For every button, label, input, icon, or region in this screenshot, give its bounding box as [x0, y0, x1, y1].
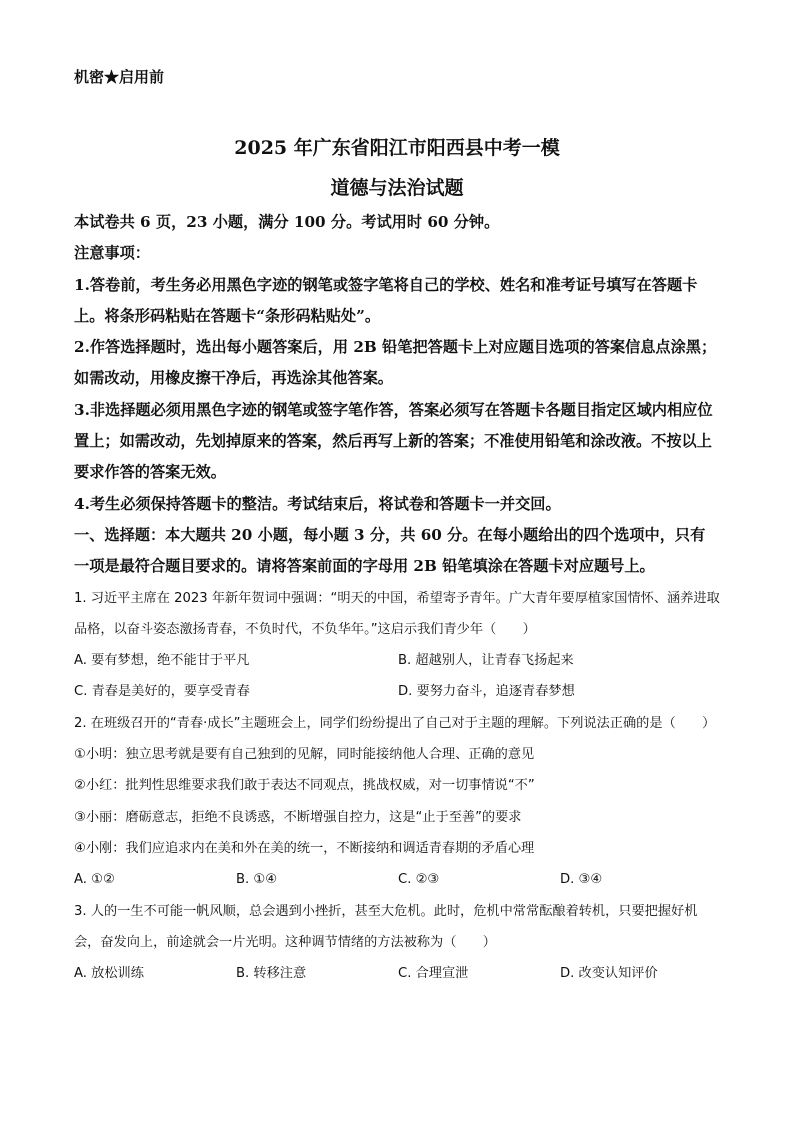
option-b: B. 转移注意 — [236, 966, 307, 982]
option-a: A. 放松训练 — [74, 966, 144, 982]
question-statement: ①小明：独立思考就是要有自己独到的见解，同时能接纳他人合理、正确的意见 — [74, 747, 535, 763]
question-options — [74, 958, 720, 989]
question-options — [74, 645, 720, 708]
option-c: C. 合理宣泄 — [398, 966, 469, 982]
option-d: D. ③④ — [560, 872, 603, 888]
notice-item: 3.非选择题必须用黑色字迹的钢笔或签字笔作答，答案必须写在答题卡各题目指定区域内相应位置上；如需改动，先划掉原来的答案，然后再写上新的答案；不准使用铅笔和涂改液。不按以上要求作答的答案无效。 — [74, 400, 713, 482]
notice-heading: 注意事项： — [74, 244, 150, 263]
exam-subtitle: 道德与法治试题 — [330, 177, 464, 199]
exam-title: 2025 年广东省阳江市阳西县中考一模 — [234, 137, 560, 159]
option-b: B. ①④ — [236, 872, 278, 888]
option-d: D. 要努力奋斗，追逐青春梦想 — [398, 684, 575, 700]
option-b: B. 超越别人，让青春飞扬起来 — [398, 653, 574, 669]
question-options — [74, 864, 720, 895]
option-c: C. 青春是美好的，要享受青春 — [74, 684, 250, 700]
notice-item: 1.答卷前，考生务必用黑色字迹的钢笔或签字笔将自己的学校、姓名和准考证号填写在答题卡上。将条形码粘贴在答题卡“条形码粘贴处”。 — [74, 275, 698, 325]
notice-item: 2.作答选择题时，选出每小题答案后，用 2B 铅笔把答题卡上对应题目选项的答案信息点涂黑；如需改动，用橡皮擦干净后，再选涂其他答案。 — [74, 338, 717, 388]
question-statement: ③小丽：磨砺意志，拒绝不良诱惑，不断增强自控力，这是“止于至善”的要求 — [74, 809, 522, 825]
option-a: A. ①② — [74, 872, 115, 888]
question-2 — [74, 708, 720, 896]
question-stem: 3. 人的一生不可能一帆风顺，总会遇到小挫折，甚至大危机。此时，危机中常常酝酿着转机，只要把握好机会，奋发向上，前途就会一片光明。这种调节情绪的方法被称为（ ） — [74, 903, 698, 950]
question-1 — [74, 583, 720, 708]
option-c: C. ②③ — [398, 872, 440, 888]
exam-content — [74, 207, 720, 989]
exam-intro: 本试卷共 6 页，23 小题，满分 100 分。考试用时 60 分钟。 — [74, 213, 500, 231]
question-statement: ④小刚：我们应追求内在美和外在美的统一，不断接纳和调适青春期的矛盾心理 — [74, 840, 535, 856]
question-statement: ②小红：批判性思维要求我们敢于表达不同观点，挑战权威，对一切事情说“不” — [74, 778, 535, 794]
question-stem: 1. 习近平主席在 2023 年新年贺词中强调：“明天的中国，希望寄予青年。广大青年要厚植家国情怀、涵养进取品格，以奋斗姿态激扬青春，不负时代，不负华年。”这启示我们青少年（ ） — [74, 590, 720, 637]
question-stem: 2. 在班级召开的“青春·成长”主题班会上，同学们纷纷提出了自己对于主题的理解。下列说法正确的是（ ） — [74, 715, 716, 731]
confidential-label: 机密★启用前 — [74, 68, 165, 86]
notice-item: 4.考生必须保持答题卡的整洁。考试结束后，将试卷和答题卡一并交回。 — [74, 494, 561, 513]
option-a: A. 要有梦想，绝不能甘于平凡 — [74, 653, 250, 669]
option-d: D. 改变认知评价 — [560, 966, 658, 982]
section-heading: 一、选择题：本大题共 20 小题，每小题 3 分，共 60 分。在每小题给出的四个选项中，只有一项是最符合题目要求的。请将答案前面的字母用 2B 铅笔填涂在答题卡对应题号上。 — [74, 525, 706, 576]
question-3 — [74, 896, 720, 990]
